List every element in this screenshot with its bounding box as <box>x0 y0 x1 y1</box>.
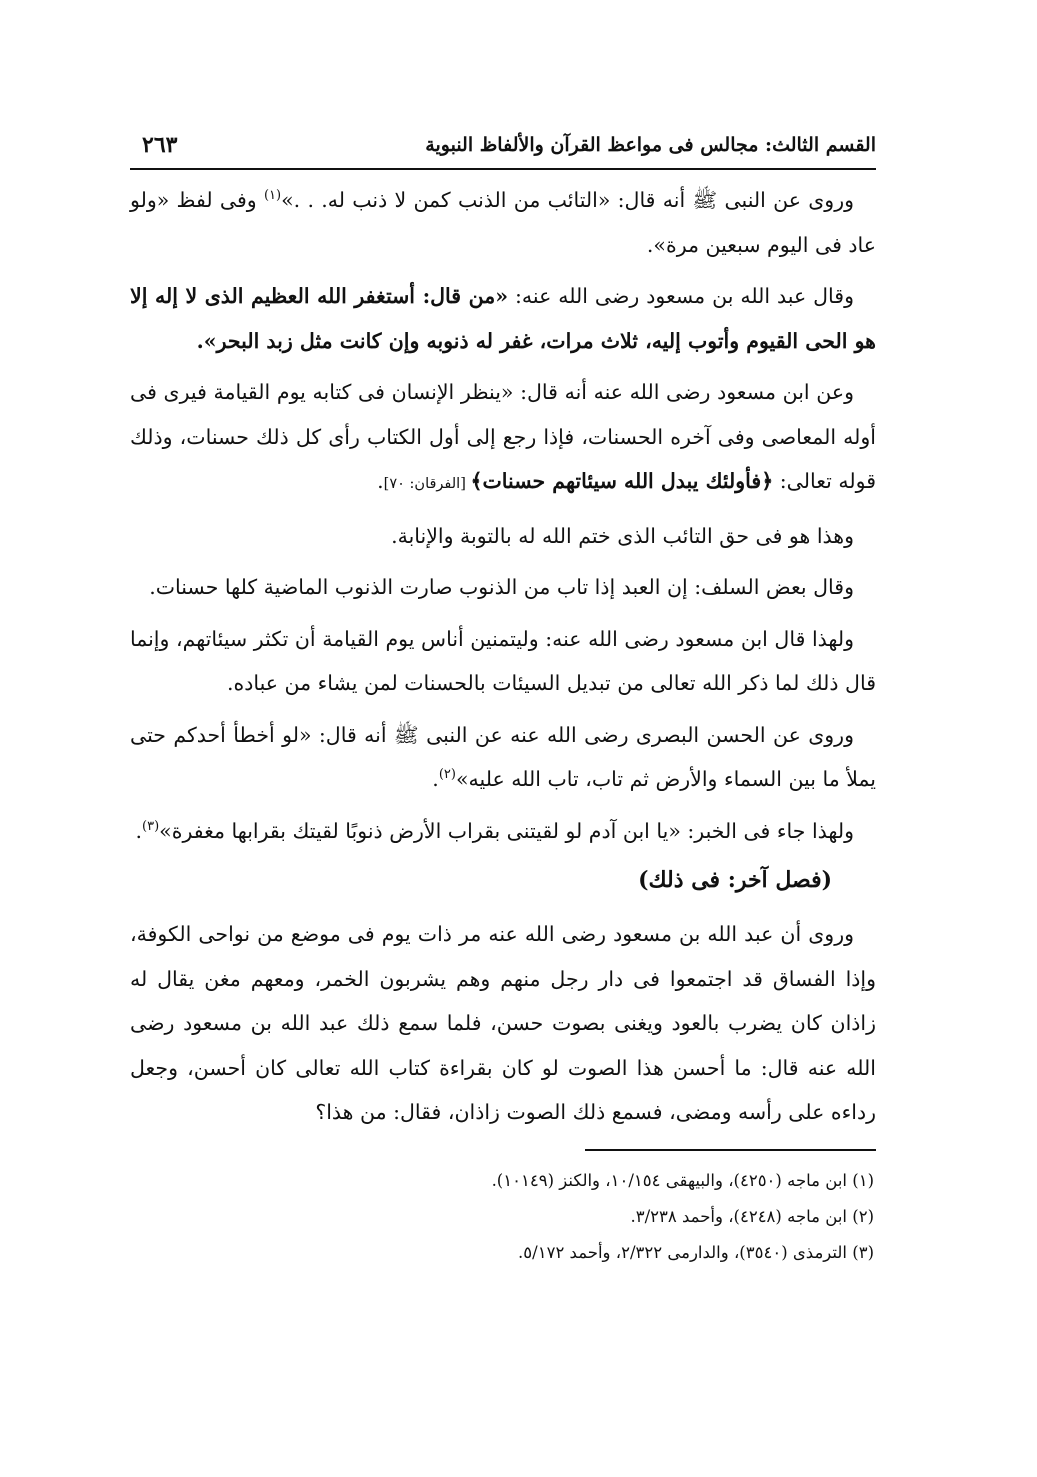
quoted-text: «من قال: أستغفر الله العظيم الذى لا إله إلا هو الحى القيوم وأتوب إليه، ثلاث مرات، غفر له ذنوبه وإن كانت مثل زبد البحر». <box>130 284 876 353</box>
document-page <box>130 128 876 1271</box>
paragraph <box>130 178 876 267</box>
footnote-1: (١) ابن ماجه (٤٢٥٠)، والبيهقى ١٠/١٥٤، والكنز (١٠١٤٩). <box>491 1170 874 1190</box>
footnote-3: (٣) الترمذى (٣٥٤٠)، والدارمى ٢/٣٢٢، وأحمد ٥/١٧٢. <box>518 1242 874 1262</box>
section-subheading: (فصل آخر: فى ذلك) <box>638 867 832 893</box>
paragraph <box>130 274 876 363</box>
paragraph-text: . <box>432 767 439 791</box>
paragraph <box>130 565 876 610</box>
quoted-text: ﴿فأولئك يبدل الله سيئاتهم حسنات﴾ <box>470 469 774 493</box>
footnotes <box>130 1163 876 1271</box>
footnote-marker: (٢) <box>438 767 456 783</box>
paragraph-text: وروى عن النبى ﷺ أنه قال: «التائب من الذنب كمن لا ذنب له. . .» <box>281 188 854 212</box>
footnote-divider <box>585 1149 876 1151</box>
paragraph-text: وعن ابن مسعود رضى الله عنه أنه قال: «ينظر الإنسان فى كتابه يوم القيامة فيرى فى أوله المعاصى وفى آخره الحسنات، فإذا رجع إلى أول الكتاب رأى كل ذلك حسنات، وذلك قوله تعالى: <box>130 380 876 493</box>
paragraph <box>130 514 876 559</box>
footnote-2: (٢) ابن ماجه (٤٢٤٨)، وأحمد ٣/٢٣٨. <box>630 1206 874 1226</box>
paragraph <box>130 713 876 802</box>
paragraph-list <box>130 178 876 853</box>
page-number: ٢٦٣ <box>142 132 178 158</box>
footnote-marker: (١) <box>263 188 282 204</box>
body-text <box>130 178 876 1135</box>
section-title: القسم الثالث: مجالس فى مواعظ القرآن والألفاظ النبوية <box>425 134 876 156</box>
quran-reference: [الفرقان: ٧٠] <box>383 476 471 492</box>
paragraph-text: وقال عبد الله بن مسعود رضى الله عنه: <box>508 284 854 308</box>
paragraph-text: . <box>377 469 384 493</box>
paragraph-text: ولهذا قال ابن مسعود رضى الله عنه: وليتمنين أناس يوم القيامة أن تكثر سيئاتهم، وإنما قال ذلك لما ذكر الله تعالى من تبديل السيئات بالحسنات لمن يشاء من عباده. <box>130 626 876 695</box>
paragraph <box>130 617 876 706</box>
paragraph-text: وفى لفظ «ولو عاد فى اليوم سبعين مرة». <box>130 188 876 257</box>
footnote-marker: (٣) <box>142 818 160 834</box>
paragraph-text: وروى عن الحسن البصرى رضى الله عنه عن النبى ﷺ أنه قال: «لو أخطأ أحدكم حتى يملأ ما بين السماء والأرض ثم تاب، تاب الله عليه» <box>130 722 876 791</box>
closing-paragraph: وروى أن عبد الله بن مسعود رضى الله عنه مر ذات يوم فى موضع من نواحى الكوفة، وإذا الفساق قد اجتمعوا فى دار رجل منهم وهم يشربون الخمر، ومعهم مغن يقال له زاذان كان يضرب بالعود ويغنى بصوت حسن، فلما سمع ذلك عبد الله بن مسعود رضى الله عنه قال: ما أحسن هذا الصوت لو كان بقراءة كتاب الله تعالى كان أحسن، وجعل رداءه على رأسه ومضى، فسمع ذلك الصوت زاذان، فقال: من هذا؟ <box>130 922 876 1124</box>
paragraph-text: ولهذا جاء فى الخبر: «يا ابن آدم لو لقيتنى بقراب الأرض ذنوبًا لقيتك بقرابها مغفرة» <box>159 818 854 843</box>
paragraph <box>130 370 876 507</box>
paragraph-text: وهذا هو فى حق التائب الذى ختم الله له بالتوبة والإنابة. <box>391 523 854 548</box>
paragraph <box>130 809 876 854</box>
running-header <box>130 128 876 170</box>
paragraph-text: . <box>135 818 143 843</box>
paragraph-text: وقال بعض السلف: إن العبد إذا تاب من الذنوب صارت الذنوب الماضية كلها حسنات. <box>149 575 854 599</box>
